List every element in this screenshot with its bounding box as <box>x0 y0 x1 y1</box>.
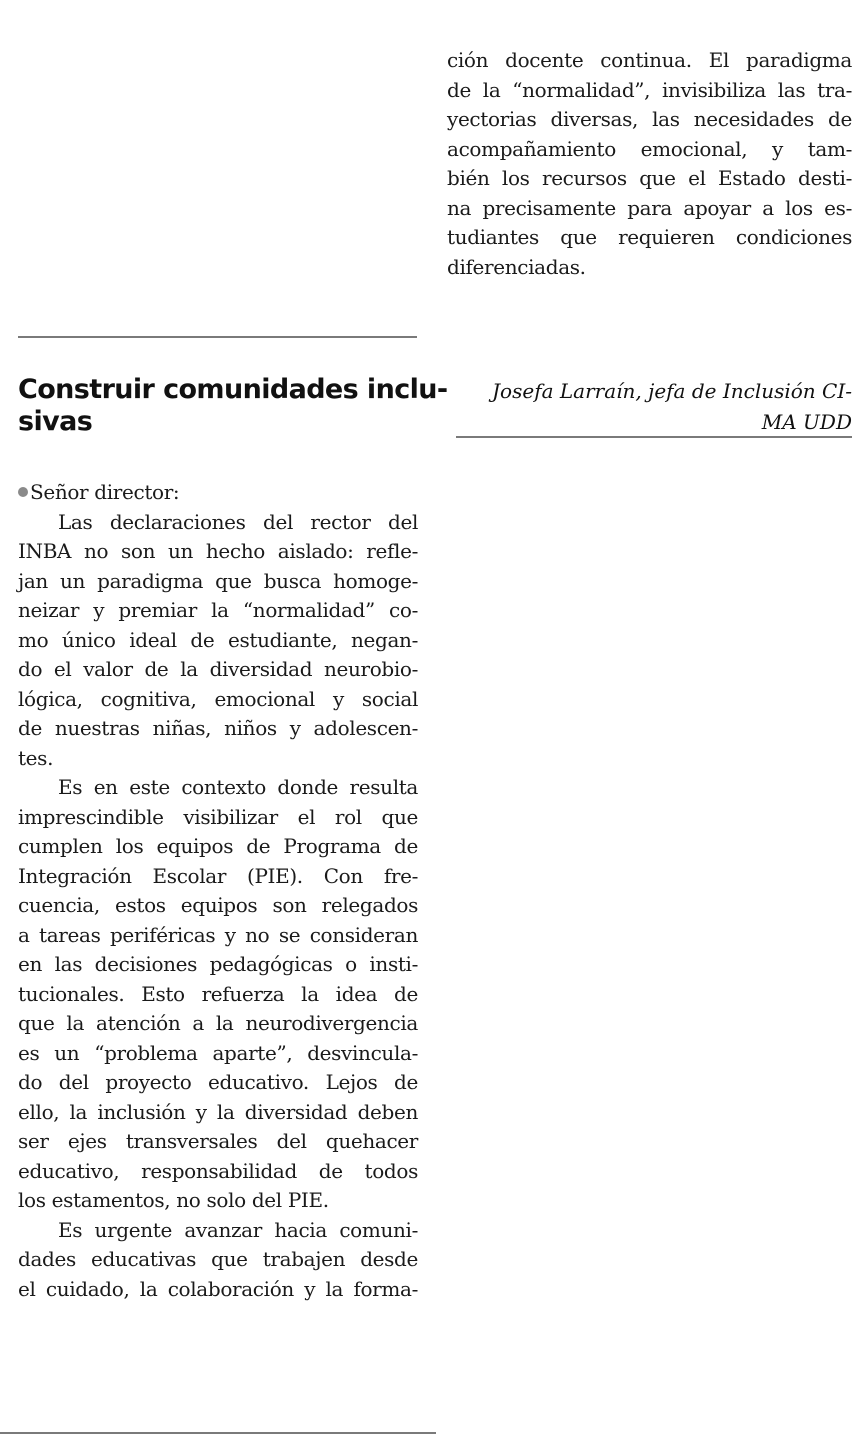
body-line: es un “problema aparte”, desvincula- <box>18 1040 418 1065</box>
body-line: dades educativas que trabajen desde <box>18 1247 418 1271</box>
bottom-rule-left <box>0 1432 436 1434</box>
body-line: ción docente continua. El paradigma <box>447 48 852 72</box>
salutation-text: Señor director: <box>30 480 180 504</box>
body-line: tucionales. Esto refuerza la idea de <box>18 981 418 1006</box>
body-line: imprescindible visibilizar el rol que <box>18 804 418 829</box>
body-line: tes. <box>18 745 54 770</box>
salutation <box>18 478 418 508</box>
headline-line-2: sivas <box>18 406 93 437</box>
body-line: de la “normalidad”, invisibiliza las tra- <box>447 77 852 102</box>
body-line: INBA no son un hecho aislado: refle- <box>18 539 418 563</box>
body-line: neizar y premiar la “normalidad” co- <box>18 598 418 622</box>
body-line: Integración Escolar (PIE). Con fre- <box>18 863 418 888</box>
top-rule-left <box>18 336 417 338</box>
body-line: de nuestras niñas, niños y adolescen- <box>18 716 418 740</box>
body-line: do el valor de la diversidad neurobio- <box>18 657 418 681</box>
body-line: jan un paradigma que busca homoge- <box>18 568 418 593</box>
body-line: diferenciadas. <box>447 254 586 279</box>
bullet-icon <box>18 487 28 497</box>
body-line: educativo, responsabilidad de todos <box>18 1158 418 1183</box>
body-line: cumplen los equipos de Programa de <box>18 834 418 858</box>
body-line: acompañamiento emocional, y tam- <box>447 136 852 161</box>
body-line: yectorias diversas, las necesidades de <box>447 107 852 131</box>
body-line: que la atención a la neurodivergencia <box>18 1011 418 1035</box>
headline-line-1: Construir comunidades inclu- <box>18 374 448 405</box>
body-line: mo único ideal de estudiante, negan- <box>18 627 418 652</box>
body-line: el cuidado, la colaboración y la forma- <box>18 1276 418 1301</box>
body-line: en las decisiones pedagógicas o insti- <box>18 952 418 976</box>
body-line: Las declaraciones del rector del <box>58 509 418 534</box>
body-line: tudiantes que requieren condiciones <box>447 225 852 249</box>
body-line: a tareas periféricas y no se consideran <box>18 922 418 947</box>
body-line: Es urgente avanzar hacia comuni- <box>58 1217 418 1242</box>
signature-line-2: MA UDD <box>761 410 852 434</box>
body-line: los estamentos, no solo del PIE. <box>18 1188 329 1212</box>
body-line: do del proyecto educativo. Lejos de <box>18 1070 418 1094</box>
body-line: cuencia, estos equipos son relegados <box>18 893 418 917</box>
body-line: Es en este contexto donde resulta <box>58 775 418 799</box>
letter-body-right-column <box>447 46 852 282</box>
letter-headline <box>18 374 448 438</box>
body-line: ello, la inclusión y la diversidad deben <box>18 1099 418 1124</box>
body-line: bién los recursos que el Estado desti- <box>447 166 852 190</box>
signature-line-1: Josefa Larraín, jefa de Inclusión CI- <box>492 379 852 403</box>
letter-body-left-column <box>18 478 418 1304</box>
body-line: ser ejes transversales del quehacer <box>18 1129 418 1153</box>
signature <box>447 376 852 438</box>
body-line: lógica, cognitiva, emocional y social <box>18 686 418 711</box>
body-line: na precisamente para apoyar a los es- <box>447 195 852 220</box>
